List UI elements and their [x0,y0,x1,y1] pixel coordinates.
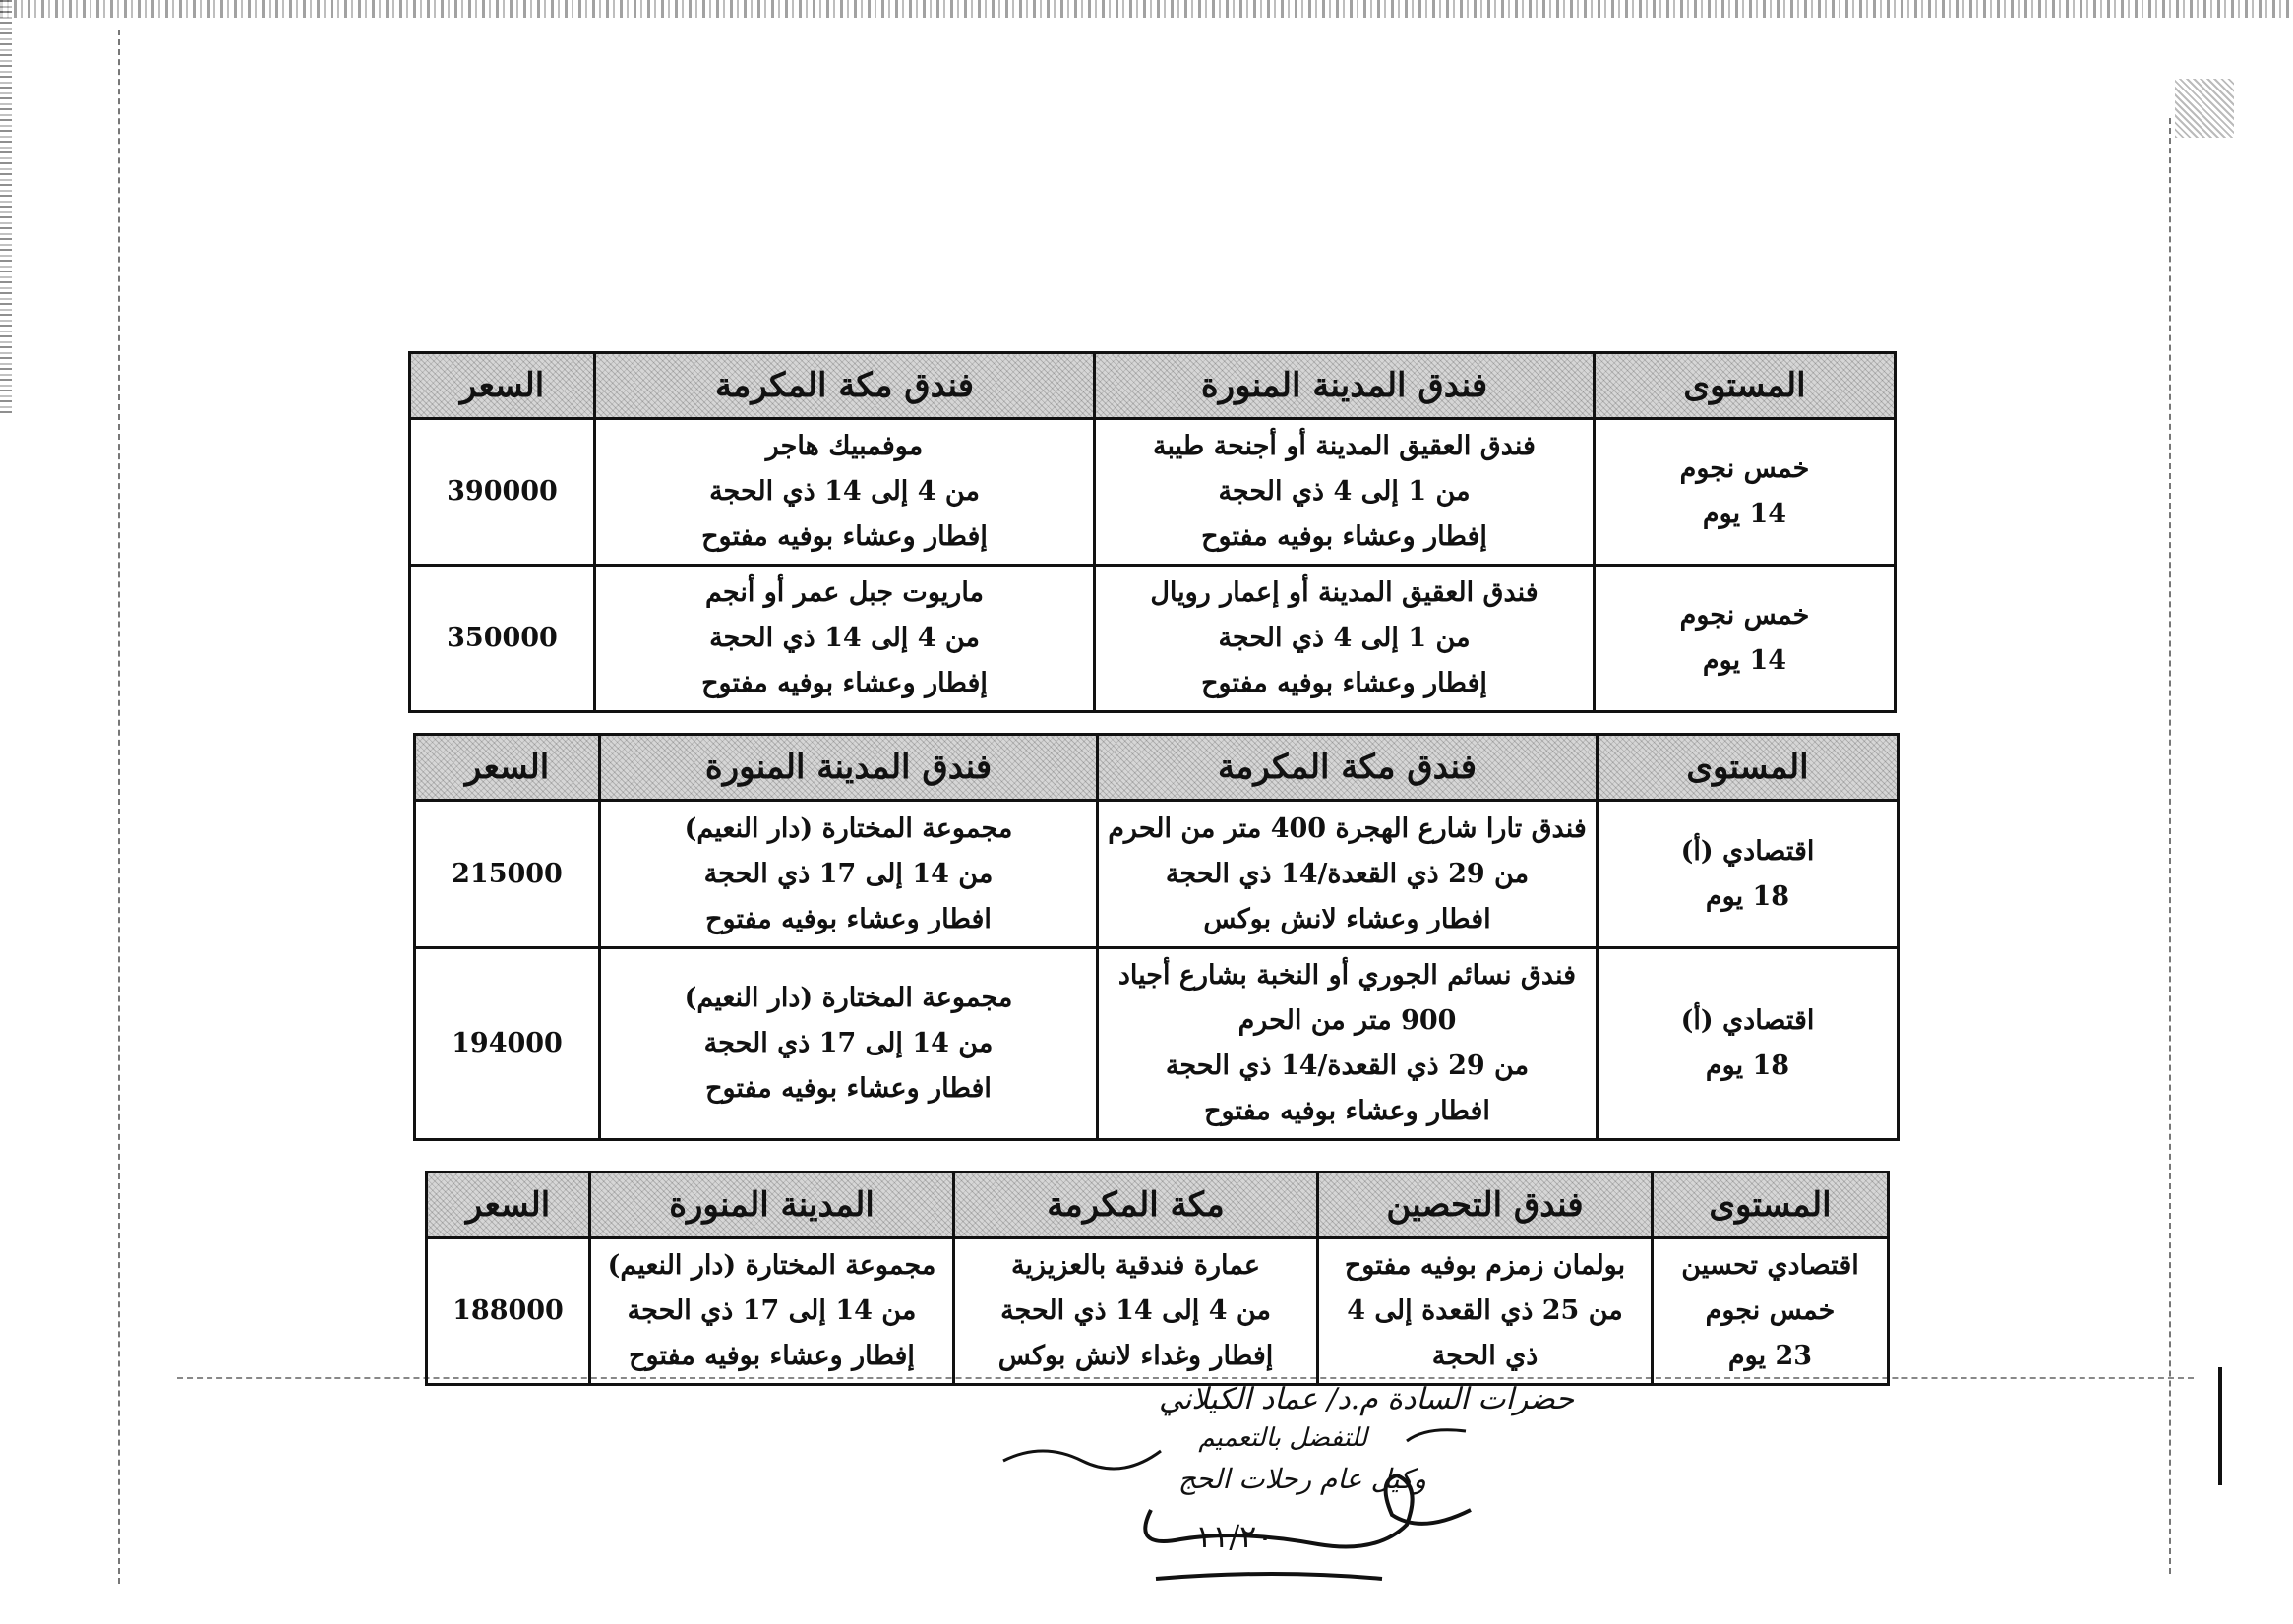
makkah-hotel-cell: فندق نسائم الجوري أو النخبة بشارع أجياد 900 متر من الحرم من 29 ذي القعدة/14 ذي الحجة افطار وعشاء بوفيه مفتوح [1098,948,1598,1140]
header-makkah-hotel: فندق مكة المكرمة [1098,735,1598,801]
handwritten-signature [984,1382,1613,1608]
level-cell: خمس نجوم 14 يوم [1595,419,1896,566]
level-cell: اقتصادي (أ) 18 يوم [1598,948,1899,1140]
table-header-row [415,735,1899,801]
madinah-hotel-cell: مجموعة المختارة (دار النعيم) من 14 إلى 17 ذي الحجة افطار وعشاء بوفيه مفتوح [600,948,1098,1140]
header-level: المستوى [1653,1173,1889,1238]
price-cell: 194000 [415,948,600,1140]
table-row [415,801,1899,948]
table-row [410,566,1896,712]
header-price: السعر [427,1173,590,1238]
fold-line-left [118,30,120,1584]
header-madinah: المدينة المنورة [590,1173,954,1238]
signature-scribble [984,1382,1613,1608]
header-madinah-hotel: فندق المدينة المنورة [1095,353,1595,419]
scan-edge-left [0,0,12,413]
signature-line-1: حضرات السادة م.د/ عماد الكيلاني [1159,1382,1574,1416]
price-cell: 350000 [410,566,595,712]
scan-noise-corner [2175,79,2234,138]
level-cell: اقتصادي (أ) 18 يوم [1598,801,1899,948]
header-tahseen-hotel: فندق التحصين [1318,1173,1653,1238]
makkah-hotel-cell: موفمبيك هاجر من 4 إلى 14 ذي الحجة إفطار وعشاء بوفيه مفتوح [595,419,1095,566]
level-cell: خمس نجوم 14 يوم [1595,566,1896,712]
signature-line-3: وكيل عام رحلات الحج [1177,1463,1426,1495]
makkah-hotel-cell: عمارة فندقية بالعزيزية من 4 إلى 14 ذي الحجة إفطار وغداء لانش بوكس [954,1238,1318,1385]
makkah-hotel-cell: ماريوت جبل عمر أو أنجم من 4 إلى 14 ذي الحجة إفطار وعشاء بوفيه مفتوح [595,566,1095,712]
header-madinah-hotel: فندق المدينة المنورة [600,735,1098,801]
header-level: المستوى [1598,735,1899,801]
package-table-five-star [408,351,1897,713]
table-row [427,1238,1889,1385]
package-table-economy-a [413,733,1900,1141]
table-header-row [410,353,1896,419]
makkah-hotel-cell: فندق تارا شارع الهجرة 400 متر من الحرم من 29 ذي القعدة/14 ذي الحجة افطار وعشاء لانش بوكس [1098,801,1598,948]
table-row [415,948,1899,1140]
level-cell: اقتصادي تحسين خمس نجوم 23 يوم [1653,1238,1889,1385]
table-header-row [427,1173,1889,1238]
package-table-economy-tahseen [425,1171,1890,1386]
signature-line-2: للتفضل بالتعميم [1198,1423,1367,1453]
price-cell: 188000 [427,1238,590,1385]
header-price: السعر [410,353,595,419]
madinah-hotel-cell: فندق العقيق المدينة أو إعمار رويال من 1 إلى 4 ذي الحجة إفطار وعشاء بوفيه مفتوح [1095,566,1595,712]
tahseen-hotel-cell: بولمان زمزم بوفيه مفتوح من 25 ذي القعدة إلى 4 ذي الحجة [1318,1238,1653,1385]
scan-edge-top [0,0,2293,18]
madinah-hotel-cell: فندق العقيق المدينة أو أجنحة طيبة من 1 إلى 4 ذي الحجة إفطار وعشاء بوفيه مفتوح [1095,419,1595,566]
margin-mark-right [2218,1367,2222,1485]
fold-line-right [2169,118,2171,1574]
header-price: السعر [415,735,600,801]
madinah-hotel-cell: مجموعة المختارة (دار النعيم) من 14 إلى 17 ذي الحجة افطار وعشاء بوفيه مفتوح [600,801,1098,948]
header-makkah-hotel: فندق مكة المكرمة [595,353,1095,419]
header-makkah: مكة المكرمة [954,1173,1318,1238]
price-cell: 390000 [410,419,595,566]
header-level: المستوى [1595,353,1896,419]
table-row [410,419,1896,566]
madinah-hotel-cell: مجموعة المختارة (دار النعيم) من 14 إلى 17 ذي الحجة إفطار وعشاء بوفيه مفتوح [590,1238,954,1385]
signature-date: ١١/٢٠ [1195,1518,1274,1555]
price-cell: 215000 [415,801,600,948]
